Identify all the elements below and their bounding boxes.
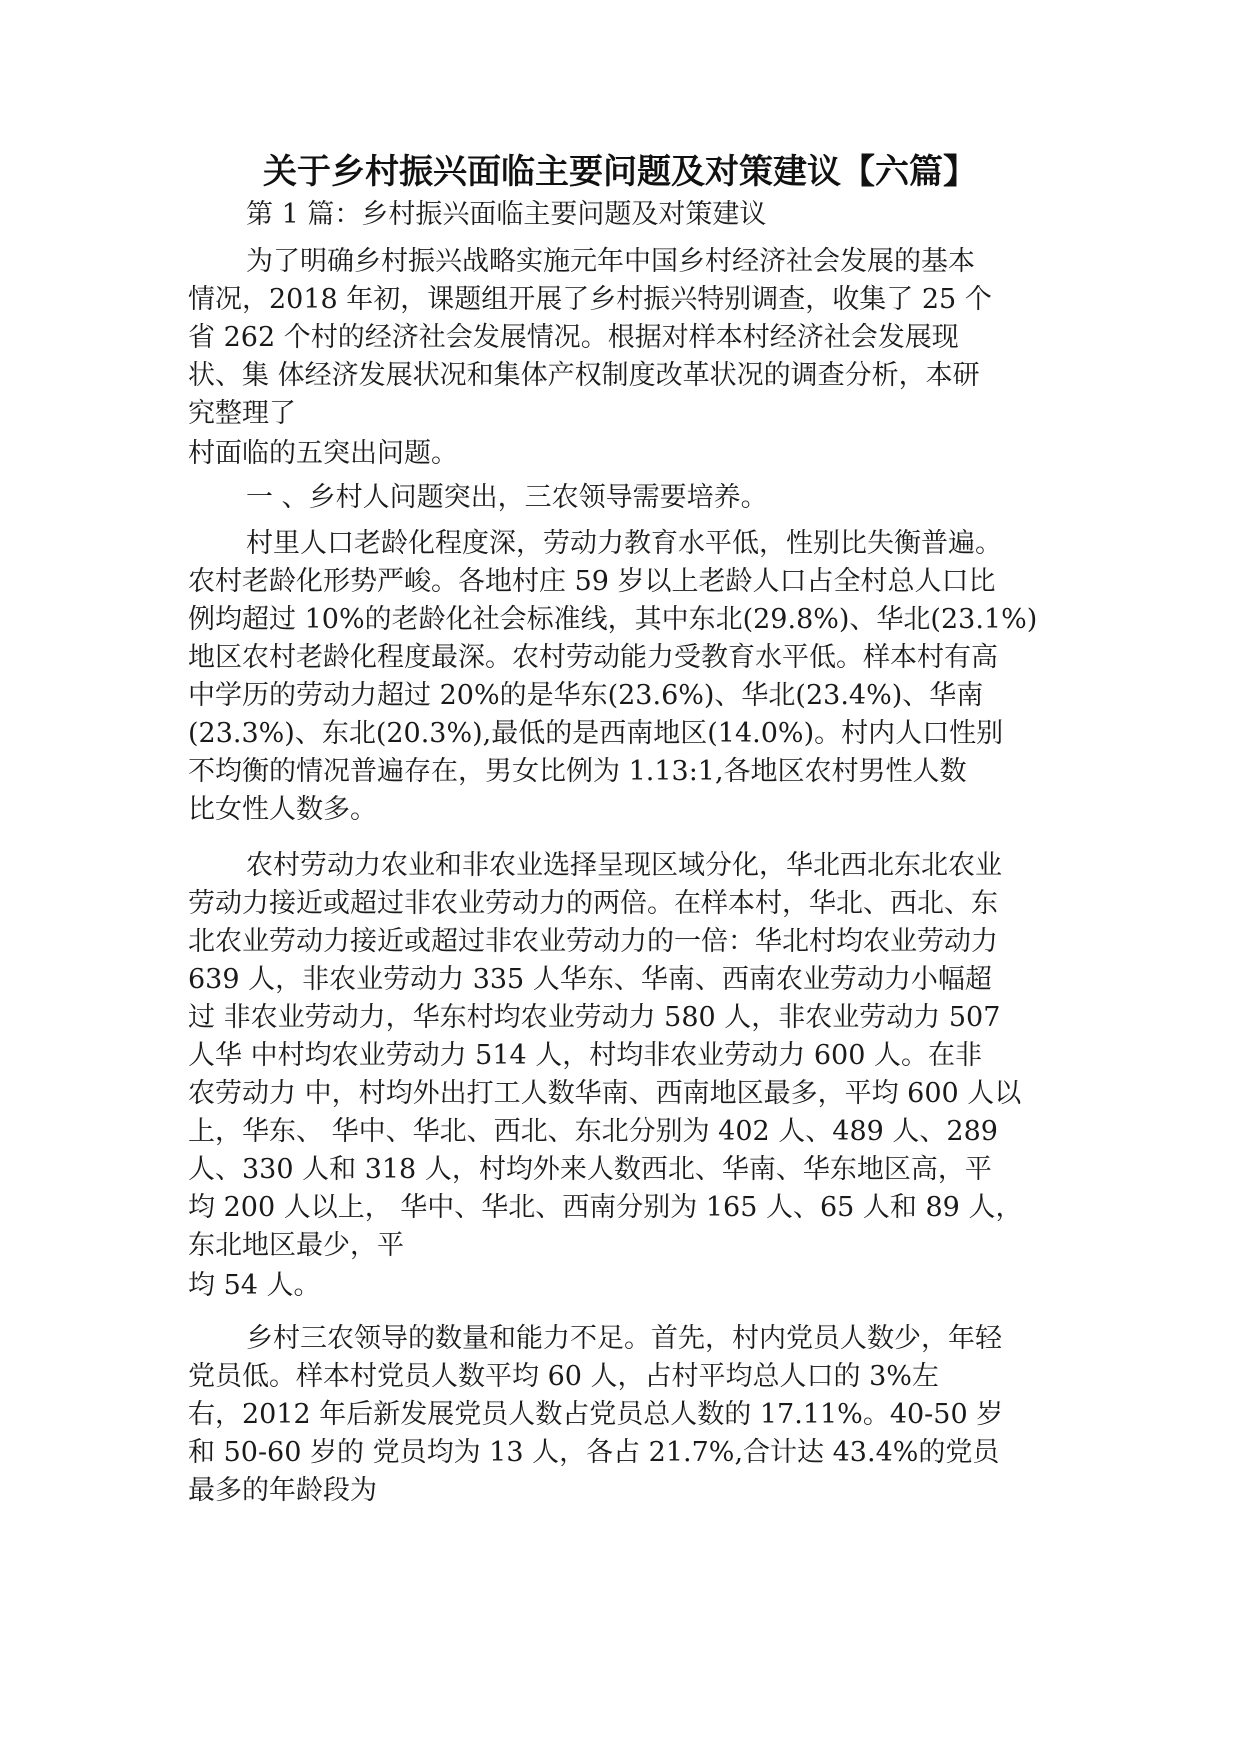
text-line: 中学历的劳动力超过 20%的是华东(23.6%)、华北(23.4%)、华南	[188, 680, 984, 711]
text-line: 639 人，非农业劳动力 335 人华东、华南、西南农业劳动力小幅超	[188, 964, 992, 995]
text-line: 村面临的五突出问题。	[188, 438, 458, 469]
text-line: 党员低。样本村党员人数平均 60 人，占村平均总人口的 3%左	[188, 1361, 939, 1392]
text-line: 右，2012 年后新发展党员人数占党员总人数的 17.11%。40-50 岁	[188, 1399, 1004, 1430]
text-line: 省 262 个村的经济社会发展情况。根据对样本村经济社会发展现	[188, 322, 959, 353]
text-line: 究整理了	[188, 398, 296, 429]
text-line: 东北地区最少，平	[188, 1230, 404, 1261]
text-line: 地区农村老龄化程度最深。农村劳动能力受教育水平低。样本村有高	[188, 642, 998, 673]
text-line: 农劳动力 中，村均外出打工人数华南、西南地区最多，平均 600 人以	[188, 1078, 1022, 1109]
text-line: 农村老龄化形势严峻。各地村庄 59 岁以上老龄人口占全村总人口比	[188, 566, 996, 597]
text-line: 状、集 体经济发展状况和集体产权制度改革状况的调查分析，本研	[188, 360, 980, 391]
text-line: 均 200 人以上， 华中、华北、西南分别为 165 人、65 人和 89 人，	[188, 1192, 1023, 1223]
text-line: 例均超过 10%的老龄化社会标准线，其中东北(29.8%)、华北(23.1%)	[188, 604, 1038, 635]
text-line: 乡村三农领导的数量和能力不足。首先，村内党员人数少，年轻	[246, 1323, 1002, 1354]
document-title: 关于乡村振兴面临主要问题及对策建议【六篇】	[263, 152, 977, 192]
text-line: 村里人口老龄化程度深，劳动力教育水平低，性别比失衡普遍。	[246, 528, 1002, 559]
text-line: 劳动力接近或超过非农业劳动力的两倍。在样本村，华北、西北、东	[188, 888, 998, 919]
text-line: 人华 中村均农业劳动力 514 人，村均非农业劳动力 600 人。在非	[188, 1040, 982, 1071]
text-line: 为了明确乡村振兴战略实施元年中国乡村经济社会发展的基本	[246, 246, 975, 277]
text-line: 不均衡的情况普遍存在，男女比例为 1.13:1,各地区农村男性人数	[188, 756, 967, 787]
text-line: 过 非农业劳动力，华东村均农业劳动力 580 人，非农业劳动力 507	[188, 1002, 1001, 1033]
subtitle: 第 1 篇：乡村振兴面临主要问题及对策建议	[246, 199, 767, 230]
text-line: 上，华东、 华中、华北、西北、东北分别为 402 人、489 人、289	[188, 1116, 998, 1147]
text-line: 北农业劳动力接近或超过非农业劳动力的一倍：华北村均农业劳动力	[188, 926, 998, 957]
text-line: 情况，2018 年初，课题组开展了乡村振兴特别调查，收集了 25 个	[188, 284, 992, 315]
text-line: 均 54 人。	[188, 1270, 321, 1301]
text-line: 农村劳动力农业和非农业选择呈现区域分化，华北西北东北农业	[246, 850, 1002, 881]
text-line: (23.3%)、东北(20.3%),最低的是西南地区(14.0%)。村内人口性别	[188, 718, 1004, 749]
text-line: 人、330 人和 318 人，村均外来人数西北、华南、华东地区高，平	[188, 1154, 992, 1185]
section-heading: 一 、乡村人问题突出，三农领导需要培养。	[246, 482, 768, 513]
text-line: 最多的年龄段为	[188, 1475, 377, 1506]
text-line: 比女性人数多。	[188, 794, 377, 825]
text-line: 和 50-60 岁的 党员均为 13 人，各占 21.7%,合计达 43.4%的党员	[188, 1437, 1000, 1468]
